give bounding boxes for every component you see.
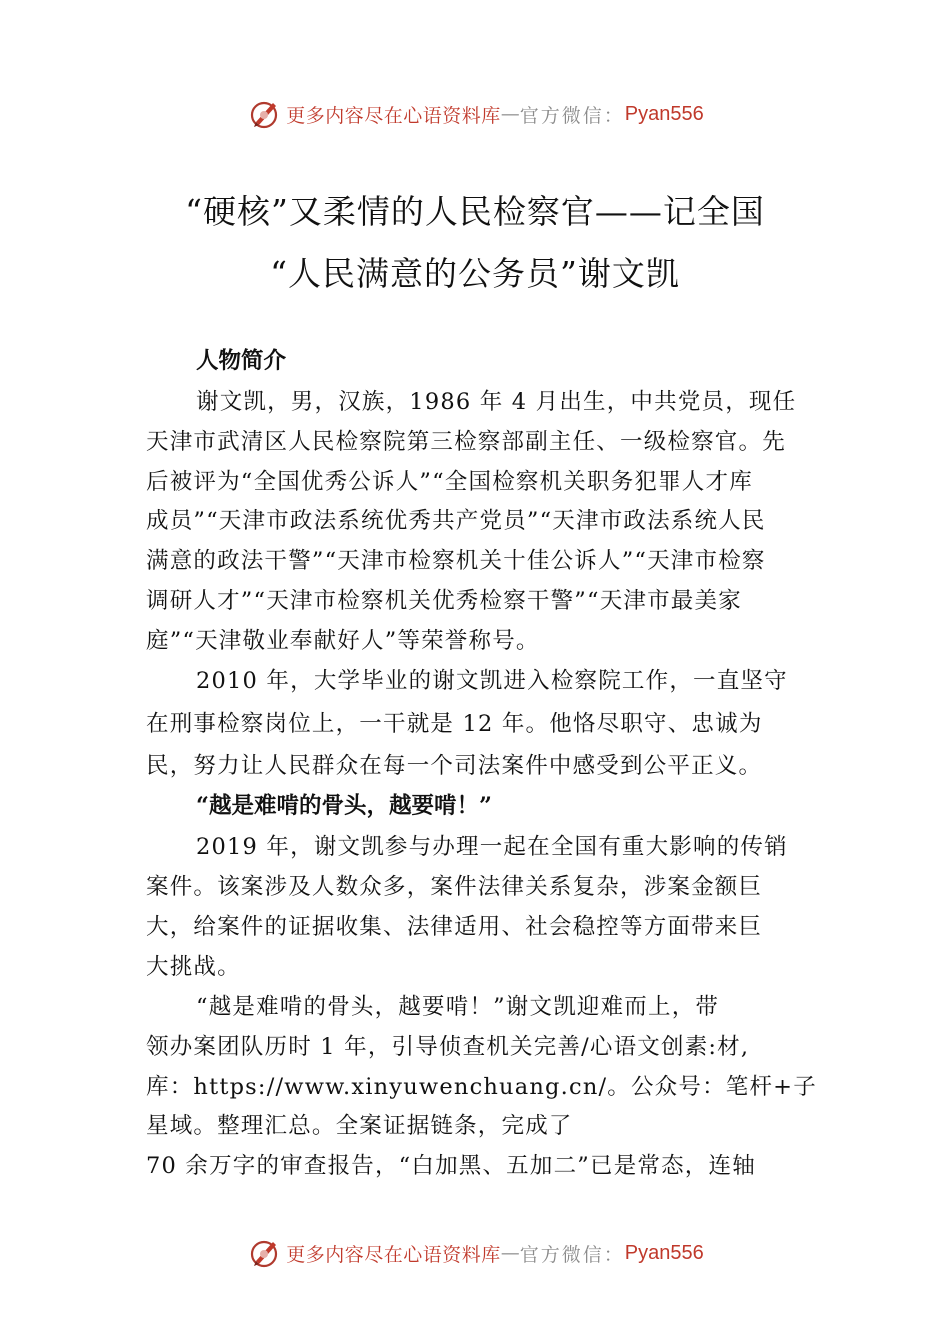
banner-separator: — — [500, 103, 520, 125]
document-title-line-1: “硬核”又柔情的人民检察官——记全国 — [185, 192, 765, 231]
paragraph-line: 在刑事检察岗位上，一干就是 12 年。他恪尽职守、忠诚为 — [146, 711, 763, 737]
pen-circle-logo-icon — [246, 1235, 282, 1271]
section-heading-profile: 人物简介 — [196, 348, 287, 374]
paragraph-line: 成员”“天津市政法系统优秀共产党员”“天津市政法系统人民 — [146, 508, 766, 534]
paragraph-line: 2019 年，谢文凯参与办理一起在全国有重大影响的传销 — [196, 834, 788, 860]
banner-wechat-label: 官方微信： — [519, 1243, 625, 1266]
banner-text: 更多内容尽在心语资料库 — [286, 1243, 501, 1266]
header-banner — [0, 94, 950, 134]
paragraph-line: 后被评为“全国优秀公诉人”“全国检察机关职务犯罪人才库 — [146, 469, 753, 495]
paragraph-line: 调研人才”“天津市检察机关优秀检察干警”“天津市最美家 — [146, 588, 742, 614]
paragraph-line: “越是难啃的骨头，越要啃！”谢文凯迎难而上，带 — [196, 994, 720, 1020]
paragraph-line: 70 余万字的审查报告，“白加黑、五加二”已是常态，连轴 — [146, 1153, 756, 1179]
section-heading-quote: “越是难啃的骨头，越要啃！” — [196, 793, 492, 819]
banner-wechat-label: 官方微信： — [519, 104, 625, 127]
pen-circle-logo-icon — [246, 96, 282, 132]
paragraph-line: 领办案团队历时 1 年，引导侦查机关完善/心语文创素:材, — [146, 1034, 750, 1060]
paragraph-line: 案件。该案涉及人数众多，案件法律关系复杂，涉案金额巨 — [146, 874, 763, 900]
banner-wechat-id: Pyan556 — [624, 1241, 704, 1264]
paragraph-line: 星域。整理汇总。全案证据链条，完成了 — [146, 1113, 573, 1139]
paragraph-line: 庭”“天津敬业奉献好人”等荣誉称号。 — [146, 628, 540, 654]
paragraph-line: 2010 年，大学毕业的谢文凯进入检察院工作，一直坚守 — [196, 668, 788, 694]
banner-text: 更多内容尽在心语资料库 — [286, 104, 501, 127]
paragraph-line: 谢文凯，男，汉族，1986 年 4 月出生，中共党员，现任 — [196, 389, 797, 415]
paragraph-line: 大，给案件的证据收集、法律适用、社会稳控等方面带来巨 — [146, 914, 763, 940]
document-title-line-2: “人民满意的公务员”谢文凯 — [270, 254, 680, 293]
paragraph-line: 民，努力让人民群众在每一个司法案件中感受到公平正义。 — [146, 753, 763, 779]
paragraph-line: 大挑战。 — [146, 954, 241, 980]
paragraph-line: 满意的政法干警”“天津市检察机关十佳公诉人”“天津市检察 — [146, 548, 766, 574]
banner-wechat-id: Pyan556 — [624, 102, 704, 125]
footer-banner — [0, 1233, 950, 1273]
paragraph-line: 天津市武清区人民检察院第三检察部副主任、一级检察官。先 — [146, 429, 786, 455]
banner-separator: — — [500, 1242, 520, 1264]
paragraph-line: 库：https://www.xinyuwenchuang.cn/。公众号：笔杆+子 — [146, 1074, 817, 1100]
